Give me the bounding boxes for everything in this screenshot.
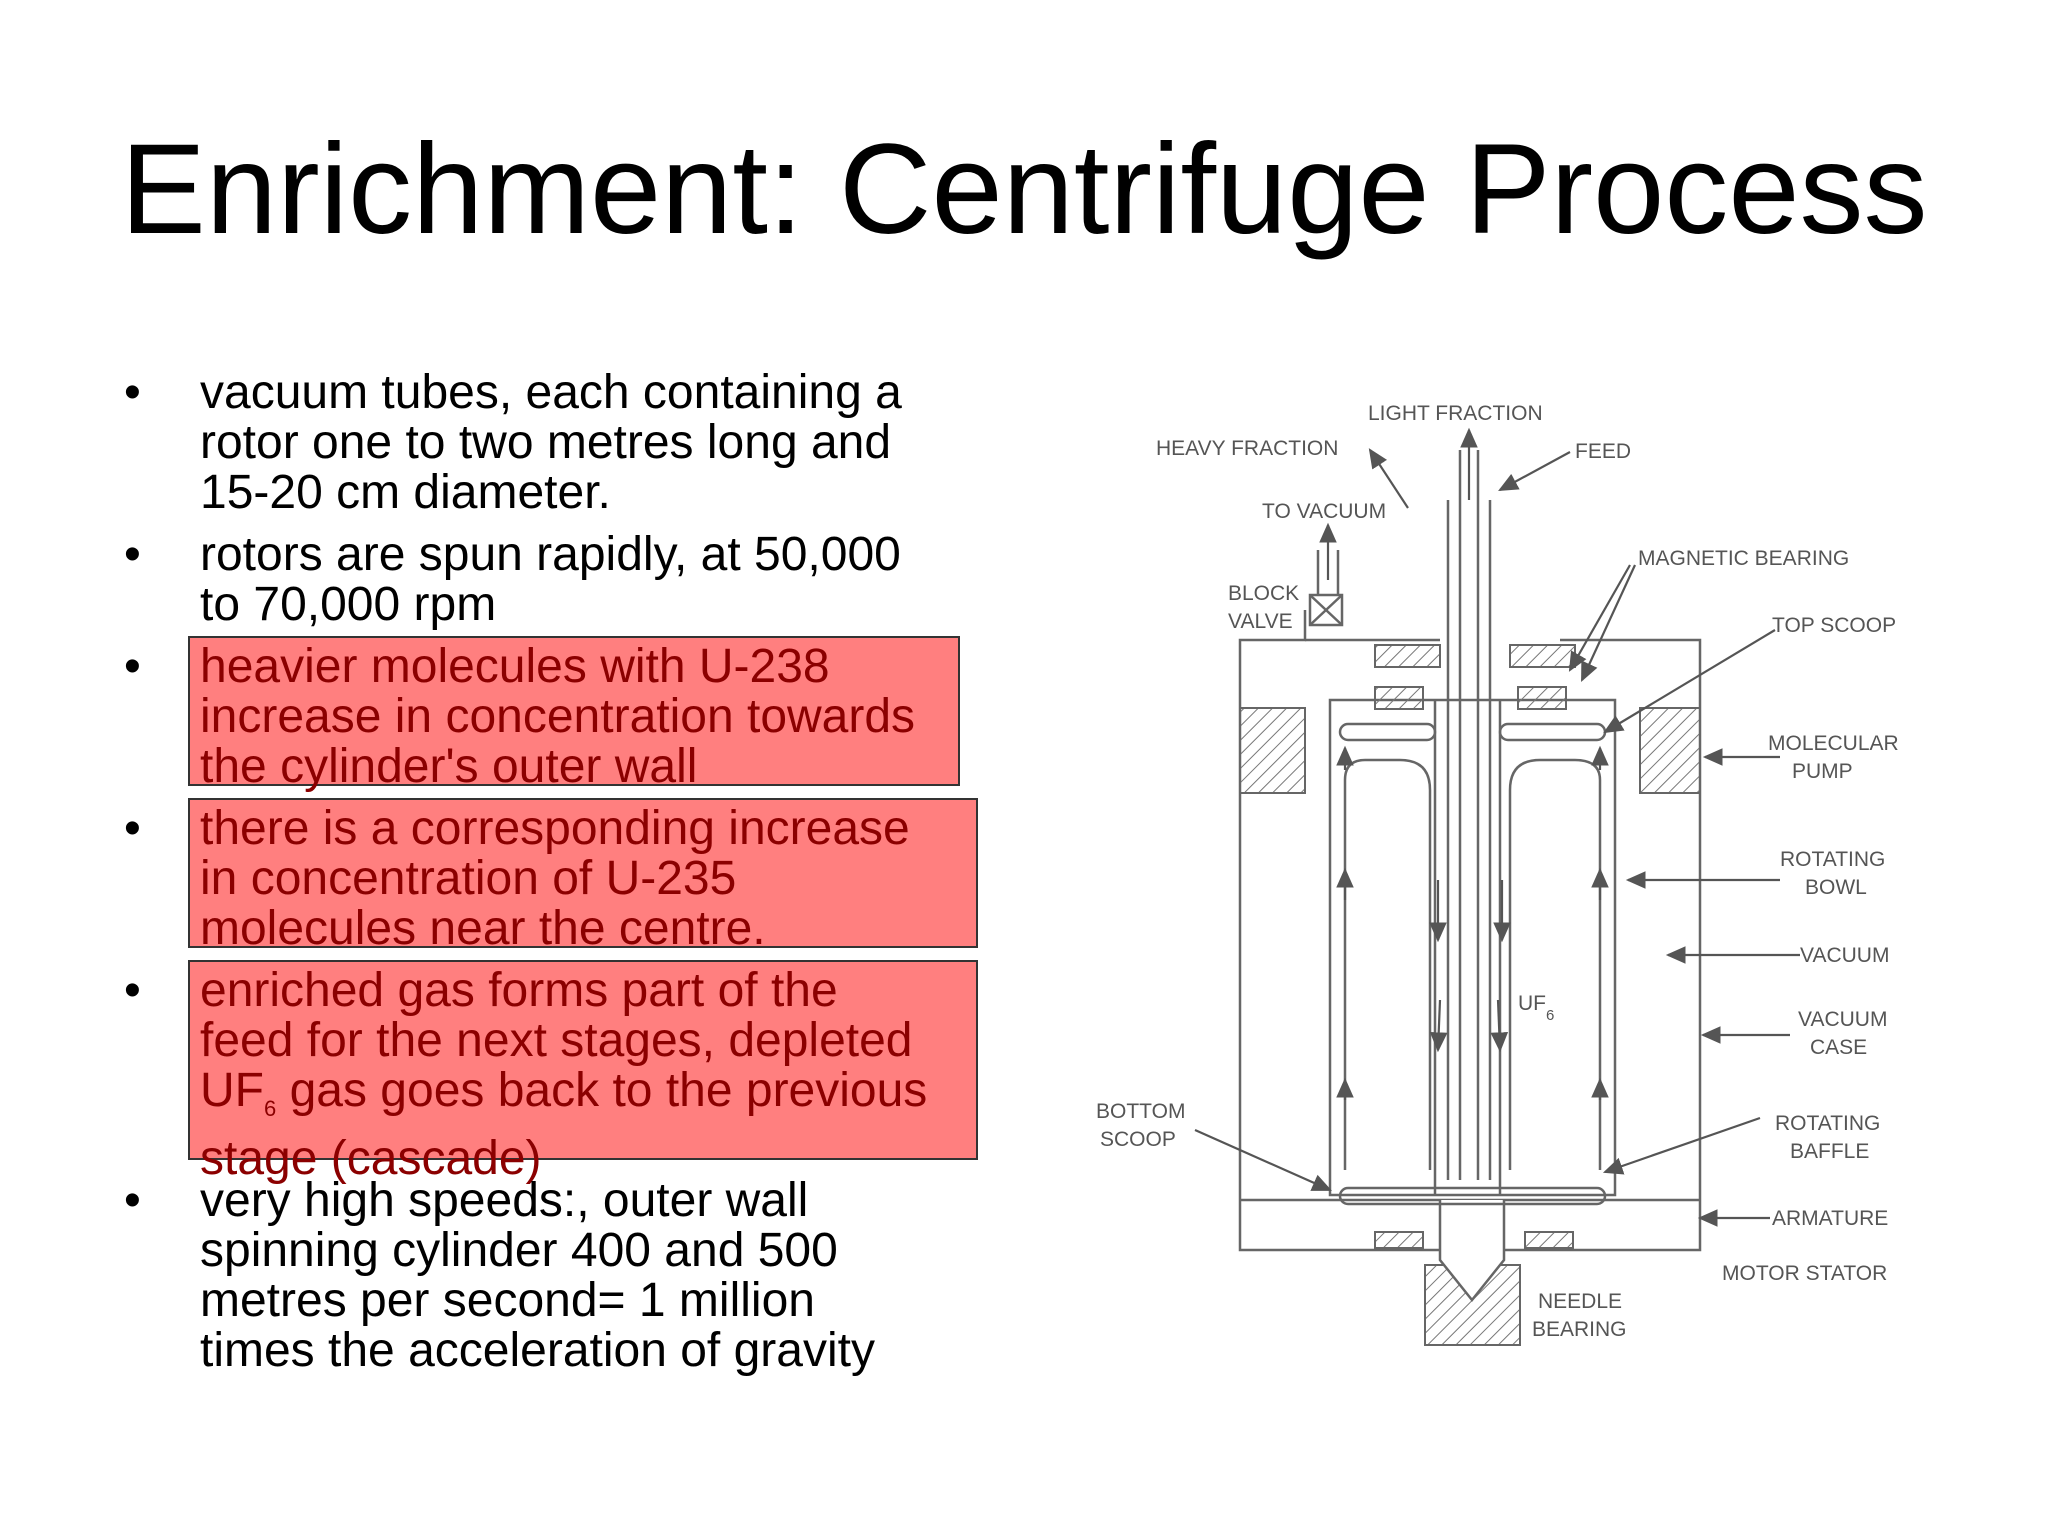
label-feed: FEED [1575,440,1632,463]
bullet-marker: • [124,1174,141,1227]
label-to-vacuum: TO VACUUM [1262,500,1387,523]
label-case: CASE [1810,1036,1868,1059]
label-scoop: SCOOP [1100,1128,1176,1151]
scoops [1340,724,1605,1204]
bullet-text: heavier molecules with U-238 increase in concentration towards the cylinder's outer wall [200,640,916,793]
bullet-text: vacuum tubes, each containing a rotor one to two metres long and 15-20 cm diameter. [200,366,902,519]
bullet-marker: • [124,366,141,419]
label-uf [1518,992,1554,1024]
label-armature: ARMATURE [1772,1207,1889,1230]
label-bottom: BOTTOM [1096,1100,1186,1123]
label-molecular: MOLECULAR [1768,732,1899,755]
label-heavy-fraction: HEAVY FRACTION [1156,437,1339,460]
centrifuge-diagram [1080,380,1910,1370]
bullet-text-part: gas goes back to the previous stage (cascade) [200,1064,928,1185]
label-rotating-baffle-1: ROTATING [1775,1112,1881,1135]
label-rotating-bowl-1: ROTATING [1780,848,1886,871]
bullet-text-part: enriched gas forms part of the feed for the next stages, depleted UF [200,964,913,1117]
label-vacuum-case-1: VACUUM [1798,1008,1888,1031]
block-valve [1310,550,1342,625]
bullet-text: very high speeds:, outer wall spinning cylinder 400 and 500 metres per second= 1 million times the acceleration of gravity [200,1174,875,1377]
label-magnetic-bearing: MAGNETIC BEARING [1638,547,1850,570]
label-uf-text: UF [1518,992,1546,1015]
bullet-text [200,966,927,1184]
label-bearing: BEARING [1532,1318,1627,1341]
label-top-scoop: TOP SCOOP [1772,614,1897,637]
label-light-fraction: LIGHT FRACTION [1368,402,1543,425]
label-vacuum: VACUUM [1800,944,1890,967]
bullet-marker: • [124,640,141,693]
feed-tubes [1448,450,1490,1180]
label-uf-sub: 6 [1546,1007,1555,1024]
label-pump: PUMP [1792,760,1853,783]
bullet-marker: • [124,528,141,581]
label-needle: NEEDLE [1538,1290,1623,1313]
bullet-marker: • [124,802,141,855]
bullet-text: there is a corresponding increase in concentration of U-235 molecules near the centre. [200,802,910,955]
subscript-6: 6 [263,1096,277,1121]
bullet-text: rotors are spun rapidly, at 50,000 to 70,000 rpm [200,528,901,631]
bullet-marker: • [124,964,141,1017]
label-block: BLOCK [1228,582,1300,605]
label-bowl: BOWL [1805,876,1867,899]
label-valve: VALVE [1228,610,1293,633]
slide-title: Enrichment: Centrifuge Process [120,118,1928,261]
label-motor-stator: MOTOR STATOR [1722,1262,1888,1285]
outer-casing [1240,610,1700,1250]
label-baffle: BAFFLE [1790,1140,1870,1163]
flow-loops [1345,760,1600,1170]
rotating-bowl [1330,700,1615,1195]
